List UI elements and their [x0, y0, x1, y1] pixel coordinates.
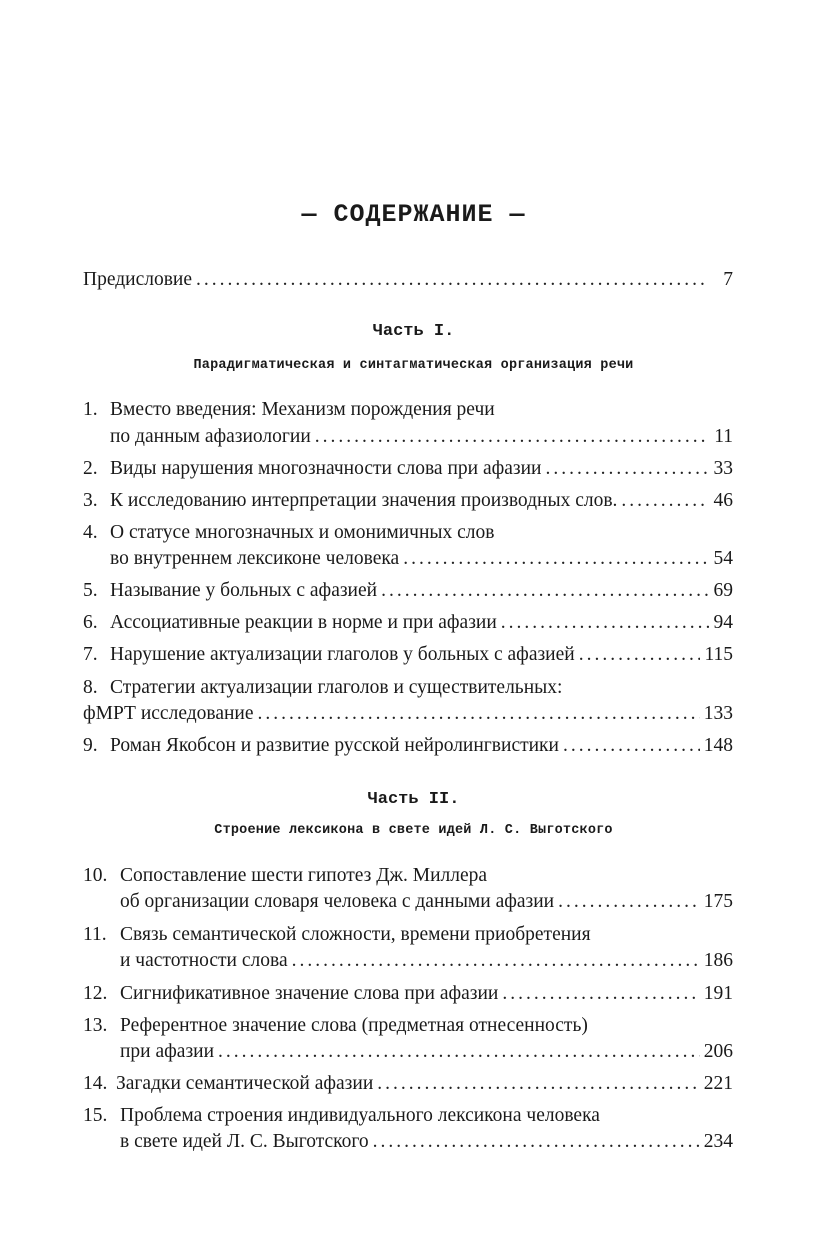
- toc-entry-7[interactable]: [83, 643, 733, 667]
- page-number: 206: [703, 1041, 733, 1062]
- entry-text: Ассоциативные реакции в норме и при афазии: [110, 612, 497, 633]
- page-number: 191: [703, 983, 733, 1004]
- page-number: 115: [704, 644, 733, 665]
- page-number: 69: [713, 580, 733, 601]
- entry-text: Сопоставление шести гипотез Дж. Миллера: [120, 865, 488, 886]
- entry-text: Вместо введения: Механизм порождения речи: [110, 399, 495, 420]
- entry-text: Роман Якобсон и развитие русской нейролингвистики: [110, 735, 559, 756]
- page-number: 234: [703, 1131, 733, 1152]
- entry-text: Нарушение актуализации глаголов у больных с афазией: [110, 644, 575, 665]
- leader-dots: [381, 579, 709, 603]
- page-number: 33: [713, 458, 733, 479]
- toc-entry-11-line1: [83, 923, 733, 947]
- entry-text: Загадки семантической афазии: [116, 1073, 374, 1094]
- leader-dots: [258, 702, 700, 726]
- leader-dots: [501, 611, 709, 635]
- entry-text: Виды нарушения многозначности слова при афазии: [110, 458, 542, 479]
- page-number: 7: [723, 269, 733, 290]
- toc-entry-8-line1: [83, 676, 733, 700]
- toc-entry-4-line1: [83, 521, 733, 545]
- entry-number: 6.: [83, 612, 98, 633]
- part-2-title: Часть II.: [367, 790, 460, 809]
- entry-number: 15.: [83, 1105, 108, 1126]
- page-number: 11: [714, 426, 733, 447]
- toc-entry-14[interactable]: [83, 1072, 733, 1096]
- toc-entry-5[interactable]: [83, 579, 733, 603]
- leader-dots: [315, 425, 709, 449]
- entry-number: 12.: [83, 983, 108, 1004]
- entry-text: по данным афазиологии: [110, 426, 311, 447]
- leader-dots: [579, 643, 701, 667]
- toc-entry-9[interactable]: [83, 734, 733, 758]
- entry-number: 10.: [83, 865, 108, 886]
- entry-number: 9.: [83, 735, 98, 756]
- page-number: 148: [703, 735, 733, 756]
- toc-entry-1[interactable]: [83, 425, 733, 449]
- entry-number: 1.: [83, 399, 98, 420]
- entry-text: в свете идей Л. С. Выготского: [120, 1131, 369, 1152]
- page-number: 221: [703, 1073, 733, 1094]
- entry-text: Референтное значение слова (предметная отнесенность): [120, 1015, 588, 1036]
- toc-entry-8[interactable]: [83, 702, 733, 726]
- toc-entry-11[interactable]: [83, 949, 733, 973]
- page-number: 175: [703, 891, 733, 912]
- leader-dots: [373, 1130, 700, 1154]
- entry-number: 13.: [83, 1015, 108, 1036]
- leader-dots: [403, 547, 709, 571]
- leader-dots: [621, 489, 709, 513]
- leader-dots: [292, 949, 700, 973]
- entry-text: Проблема строения индивидуального лексикона человека: [120, 1105, 600, 1126]
- entry-number: 3.: [83, 490, 98, 511]
- leader-dots: [377, 1072, 699, 1096]
- entry-text: Связь семантической сложности, времени приобретения: [120, 924, 591, 945]
- part-1-subtitle: Парадигматическая и синтагматическая организация речи: [193, 358, 634, 373]
- entry-number: 14.: [83, 1073, 108, 1094]
- entry-number: 5.: [83, 580, 98, 601]
- entry-text: при афазии: [120, 1041, 215, 1062]
- leader-dots: [218, 1040, 700, 1064]
- toc-entry-12[interactable]: [83, 982, 733, 1006]
- part-1-title: Часть I.: [372, 322, 455, 341]
- toc-entry-6[interactable]: [83, 611, 733, 635]
- toc-entry-10-line1: [83, 864, 733, 888]
- page-number: 46: [713, 490, 733, 511]
- entry-number: 8.: [83, 677, 98, 698]
- leader-dots: [558, 890, 700, 914]
- toc-entry-10[interactable]: [83, 890, 733, 914]
- toc-entry-15-line1: [83, 1104, 733, 1128]
- toc-entry-15[interactable]: [83, 1130, 733, 1154]
- entry-number: 7.: [83, 644, 98, 665]
- entry-text: и частотности слова: [120, 950, 288, 971]
- page-number: 186: [703, 950, 733, 971]
- toc-entry-13[interactable]: [83, 1040, 733, 1064]
- entry-text: О статусе многозначных и омонимичных слов: [110, 522, 495, 543]
- leader-dots: [502, 982, 699, 1006]
- entry-text: К исследованию интерпретации значения производных слов.: [110, 490, 618, 511]
- part-2-subtitle: Строение лексикона в свете идей Л. С. Выготского: [214, 823, 613, 838]
- entry-text: во внутреннем лексиконе человека: [110, 548, 400, 569]
- page-number: 54: [713, 548, 733, 569]
- entry-number: 2.: [83, 458, 98, 479]
- entry-text: Сигнификативное значение слова при афазии: [120, 983, 499, 1004]
- leader-dots: [545, 457, 709, 481]
- leader-dots: [563, 734, 700, 758]
- page-title: — СОДЕРЖАНИЕ —: [301, 200, 526, 229]
- entry-number: 4.: [83, 522, 98, 543]
- page-number: 133: [703, 703, 733, 724]
- entry-text: об организации словаря человека с данными афазии: [120, 891, 555, 912]
- entry-text: фМРТ исследование: [83, 703, 254, 724]
- entry-text: Предисловие: [83, 269, 193, 290]
- entry-number: 11.: [83, 924, 107, 945]
- toc-entry-1-line1: [83, 398, 733, 422]
- toc-entry-3[interactable]: [83, 489, 733, 513]
- toc-entry-13-line1: [83, 1014, 733, 1038]
- leader-dots: [196, 268, 709, 292]
- toc-entry-4[interactable]: [83, 547, 733, 571]
- toc-entry-preface[interactable]: [83, 268, 733, 292]
- toc-entry-2[interactable]: [83, 457, 733, 481]
- entry-text: Называние у больных с афазией: [110, 580, 378, 601]
- page-number: 94: [713, 612, 733, 633]
- entry-text: Стратегии актуализации глаголов и существительных:: [110, 677, 563, 698]
